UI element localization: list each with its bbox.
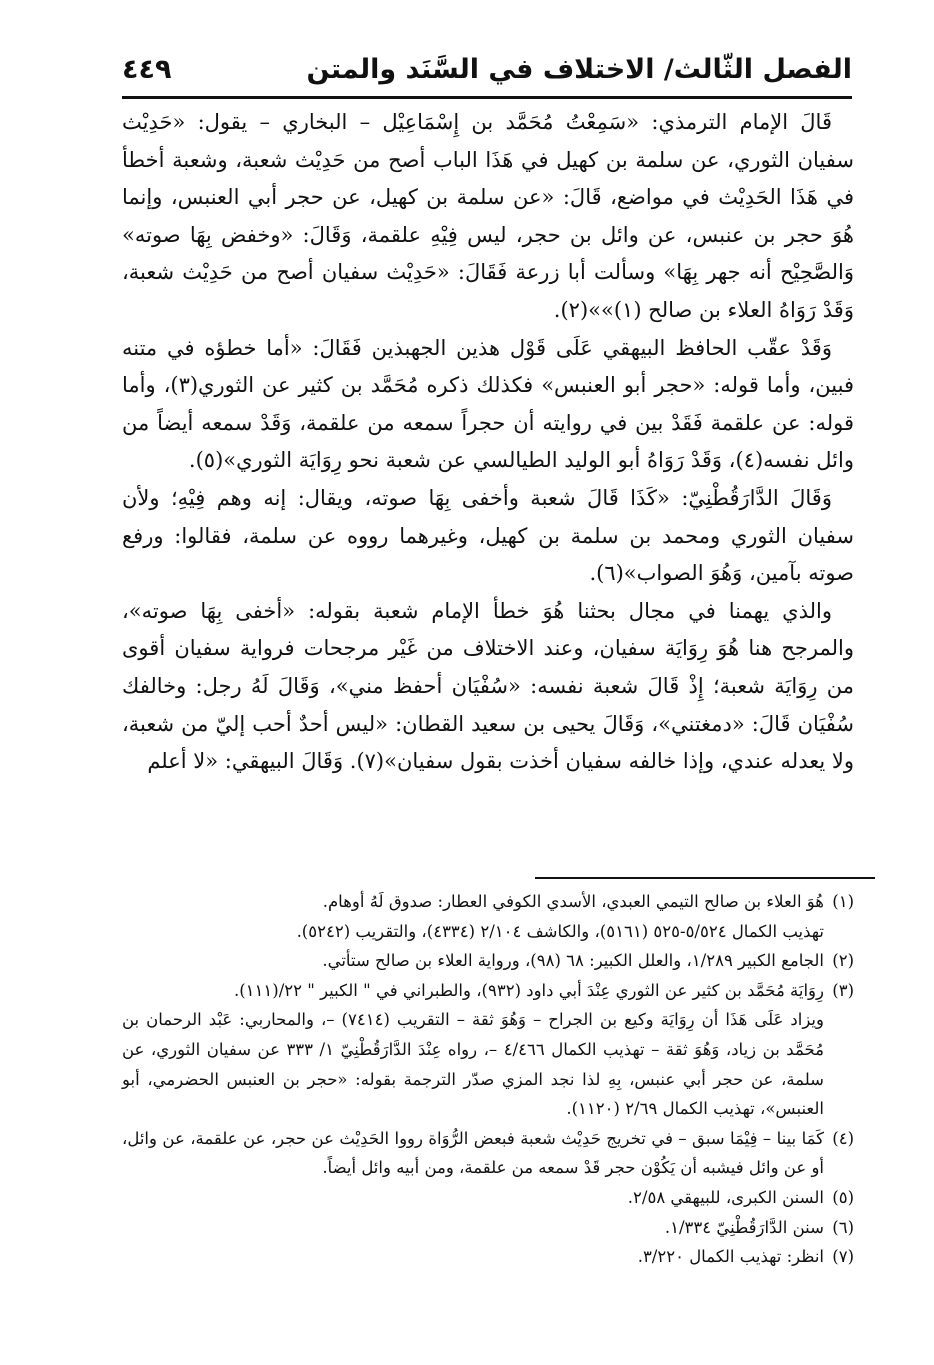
footnote-line: سنن الدَّارَقُطْنِيّ ١/٣٣٤. <box>664 1217 824 1237</box>
page-number: ٤٤٩ <box>122 54 172 85</box>
footnote-line: تهذيب الكمال ٥/٥٢٤-٥٢٥ (٥١٦١)، والكاشف ٢/١٠٤ (٤٣٣٤)، والتقريب (٥٢٤٢). <box>296 921 824 941</box>
footnote <box>122 1242 854 1272</box>
footnote <box>122 1124 854 1183</box>
footnote-separator <box>535 877 875 879</box>
footnotes <box>122 887 854 1272</box>
footnote-number: (٥) <box>832 1187 854 1207</box>
footnote <box>122 1183 854 1213</box>
footnote-number: (١) <box>832 892 854 911</box>
footnote-line: كَمَا بينا – فِيْمَا سبق – في تخريج حَدِيْث شعبة فبعض الرُّوَاة رووا الحَدِيْث عن حجر، عن علقمة، عن وائل، أو عن وائل فيشبه أن يَكُوْن حجر قَدْ سمعه من علقمة، ومن أبيه وائل أيضاً. <box>122 1128 824 1178</box>
footnote <box>122 887 854 946</box>
running-head: الفصل الثّالث/ الاختلاف في السَّنَد والمتن <box>306 54 852 85</box>
footnote-line: ويزاد عَلَى هَذَا أن رِوَايَة وكيع بن الجراح – وَهُوَ ثقة – التقريب (٧٤١٤) –، والمحاربي: عَبْد الرحمان بن مُحَمَّد بن زياد، وَهُوَ ثقة – تهذيب الكمال ٤/٤٦٦ –، رواه عِنْدَ الدَّارَقُطْنِيّ ١/ ٣٣٣ عن سفيان الثوري، عن سلمة، عن حجر أبي عنبس، بِهِ لذا نجد المزي صدّر الترجمة بقوله: «حجر بن العنبس الحضرمي، أبو العنبس»، تهذيب الكمال ٢/٦٩ (١١٢٠). <box>122 1010 824 1119</box>
footnote-line: هُوَ العلاء بن صالح التيمي العبدي، الأسدي الكوفي العطار: صدوق لَهُ أوهام. <box>322 892 824 911</box>
footnote-number: (٣) <box>832 980 854 1000</box>
paragraph: وَقَالَ الدَّارَقُطْنِيّ: «كَذَا قَالَ شعبة وأخفى بِهَا صوته، ويقال: إنه وهم فِيْهِ؛ ولأن سفيان الثوري ومحمد بن سلمة بن كهيل، وغيرهما رووه عن سلمة، فقالوا: ورفع صوته بآمين، وَهُوَ الصواب»(٦). <box>122 485 854 586</box>
page-header <box>122 50 852 99</box>
footnote-line: الجامع الكبير ١/٢٨٩، والعلل الكبير: ٦٨ (٩٨)، ورواية العلاء بن صالح ستأتي. <box>322 951 824 971</box>
footnote-number: (٧) <box>832 1247 854 1267</box>
footnote-line: السنن الكبرى، للبيهقي ٢/٥٨. <box>627 1187 824 1207</box>
footnote <box>122 1213 854 1243</box>
footnote-number: (٤) <box>832 1128 854 1148</box>
footnote-line: انظر: تهذيب الكمال ٣/٢٢٠. <box>637 1247 824 1267</box>
footnote-line: رِوَايَة مُحَمَّد بن كثير عن الثوري عِنْدَ أبي داود (٩٣٢)، والطبراني في " الكبير " ٢٢/(١١١). <box>233 980 824 1000</box>
footnote-number: (٢) <box>832 951 854 971</box>
paragraph: قَالَ الإمام الترمذي: «سَمِعْتُ مُحَمَّد بن إِسْمَاعِيْل – البخاري – يقول: «حَدِيْث سفيان الثوري، عن سلمة بن كهيل في هَذَا الباب أصح من حَدِيْث شعبة، وشعبة أخطأ في هَذَا الحَدِيْث في مواضع، قَالَ: «عن سلمة بن كهيل، عن حجر أبي العنبس، وإنما هُوَ حجر بن عنبس، عن وائل بن حجر، ليس فِيْهِ علقمة، وَقَالَ: «وخفض بِهَا صوته» وَالصَّحِيْح أنه جهر بِهَا» وسألت أبا زرعة فَقَالَ: «حَدِيْث سفيان أصح من حَدِيْث شعبة، وَقَدْ رَوَاهُ العلاء بن صالح (١)»»(٢). <box>122 110 854 322</box>
footnote-number: (٦) <box>832 1217 854 1237</box>
main-text <box>122 104 854 781</box>
paragraph: وَقَدْ عقّب الحافظ البيهقي عَلَى قَوْل هذين الجهبذين فَقَالَ: «أما خطؤه في متنه فبين، وأما قوله: «حجر أبو العنبس» فكذلك ذكره مُحَمَّد بن كثير عن الثوري(٣)، وأما قوله: عن علقمة فَقَدْ بين في روايته أن حجراً سمعه من علقمة، وَقَدْ سمعه أيضاً من وائل نفسه(٤)، وَقَدْ رَوَاهُ أبو الوليد الطيالسي عن شعبة نحو رِوَايَة الثوري»(٥). <box>122 335 854 473</box>
paragraph: والذي يهمنا في مجال بحثنا هُوَ خطأ الإمام شعبة بقوله: «أخفى بِهَا صوته»، والمرجح هنا هُوَ رِوَايَة سفيان، وعند الاختلاف من غَيْر مرجحات فرواية سفيان أقوى من رِوَايَة شعبة؛ إِذْ قَالَ شعبة نفسه: «سُفْيَان أحفظ مني»، وَقَالَ لَهُ رجل: وخالفك سُفْيَان قَالَ: «دمغتني»، وَقَالَ يحيى بن سعيد القطان: «ليس أحدٌ أحب إليّ من شعبة، ولا يعدله عندي، وإذا خالفه سفيان أخذت بقول سفيان»(٧). وَقَالَ البيهقي: «لا أعلم <box>122 598 854 774</box>
footnote <box>122 976 854 1124</box>
footnote <box>122 946 854 976</box>
